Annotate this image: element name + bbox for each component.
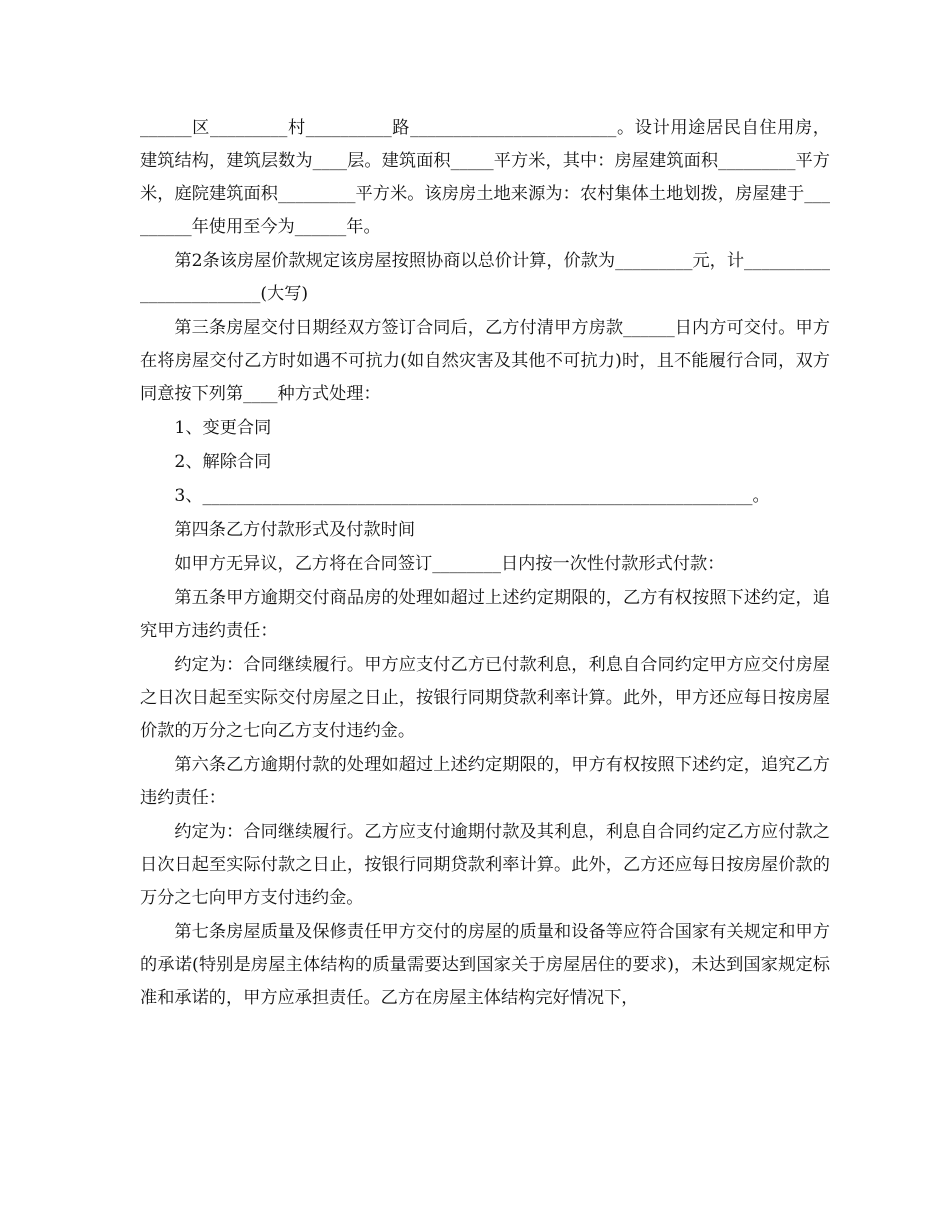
paragraph-article-2-price: 第2条该房屋价款规定该房屋按照协商以总价计算，价款为_________元，计________________________(大写) (140, 251, 830, 304)
paragraph-article-6-late-payment: 第六条乙方逾期付款的处理如超过上述约定期限的，甲方有权按照下述约定，追究乙方违约责任： (140, 755, 830, 808)
paragraph-article-4-payment: 如甲方无异议，乙方将在合同签订________日内按一次性付款形式付款： (174, 554, 725, 574)
paragraph-article-3-delivery: 第三条房屋交付日期经双方签订合同后，乙方付清甲方房款______日内方可交付。甲方在将房屋交付乙方时如遇不可抗力(如自然灾害及其他不可抗力)时，且不能履行合同，双方同意按下列第____种方式处理： (140, 318, 830, 404)
paragraph-article-5-agreement: 约定为：合同继续履行。甲方应支付乙方已付款利息，利息自合同约定甲方应交付房屋之日次日起至实际交付房屋之日止，按银行同期贷款利率计算。此外，甲方还应每日按房屋价款的万分之七向乙方支付违约金。 (140, 655, 830, 741)
paragraph-article-4-heading: 第四条乙方付款形式及付款时间 (174, 520, 416, 540)
paragraph-article-5-late-delivery: 第五条甲方逾期交付商品房的处理如超过上述约定期限的，乙方有权按照下述约定，追究甲方违约责任： (140, 588, 830, 641)
paragraph-article-7-quality: 第七条房屋质量及保修责任甲方交付的房屋的质量和设备等应符合国家有关规定和甲方的承诺(特别是房屋主体结构的质量需要达到国家关于房屋居住的要求)，未达到国家规定标准和承诺的，甲方应承担责任。乙方在房屋主体结构完好情况下， (140, 922, 830, 1008)
paragraph-article-6-agreement: 约定为：合同继续履行。乙方应支付逾期付款及其利息，利息自合同约定乙方应付款之日次日起至实际付款之日止，按银行同期贷款利率计算。此外，乙方还应每日按房屋价款的万分之七向甲方支付违约金。 (140, 822, 830, 908)
contract-body (140, 112, 830, 1016)
list-item-change-contract: 1、变更合同 (174, 418, 272, 438)
paragraph-property-location: ______区_________村__________路________________________。设计用途居民自住用房，建筑结构，建筑层数为____层。建筑面积_____平方米，其中：房屋建筑面积_________平方米，庭院建筑面积_________平方米。该房房土地来源为：农村集体土地划拨，房屋建于_________年使用至今为______年。 (140, 118, 830, 237)
list-item-terminate-contract: 2、解除合同 (174, 452, 272, 472)
list-item-other-blank: 3、________________________________________________________________。 (174, 486, 770, 506)
